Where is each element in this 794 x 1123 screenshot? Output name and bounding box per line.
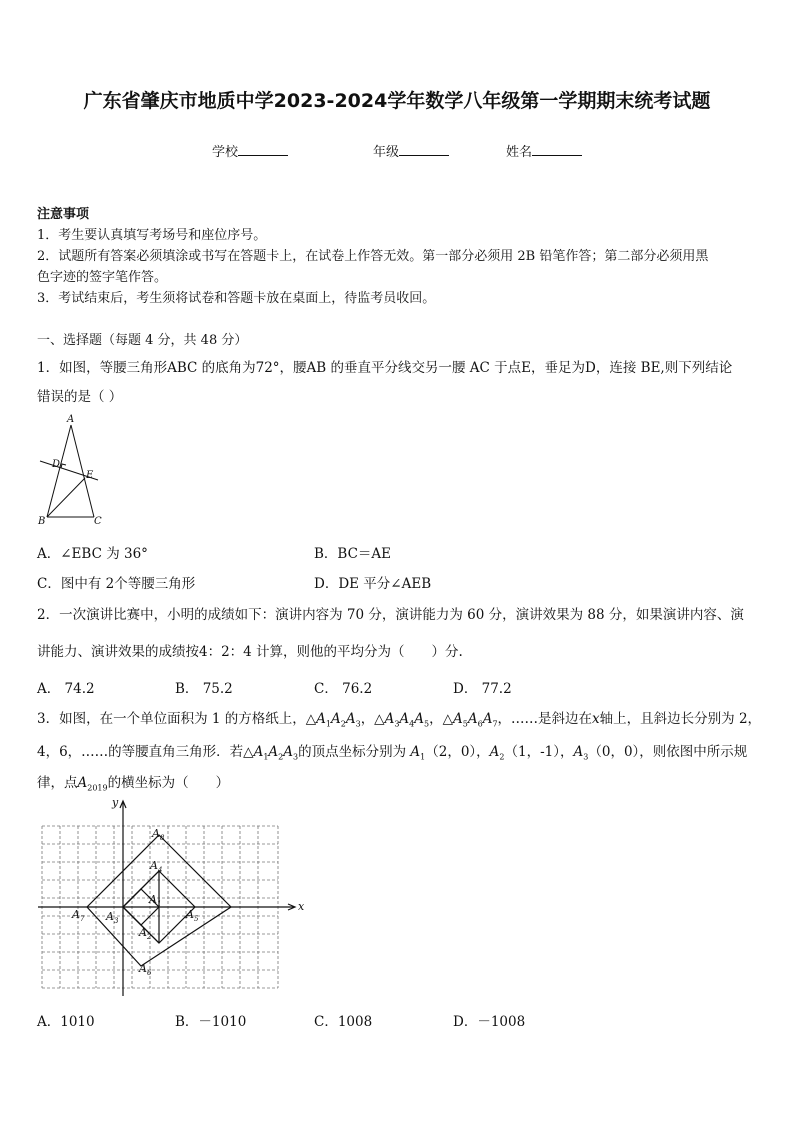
q3-option-d[interactable]: D．－1008: [453, 1014, 526, 1030]
page-title: 广东省肇庆市地质中学2023-2024学年数学八年级第一学期期末统考试题: [83, 90, 711, 112]
segment-be: [47, 478, 85, 517]
q1-option-c[interactable]: C．图中有 2个等腰三角形: [37, 576, 196, 592]
q3-option-b[interactable]: B．－1010: [175, 1014, 247, 1030]
name-label: 姓名: [506, 145, 533, 160]
school-label: 学校: [212, 145, 239, 160]
note-item: 2．试题所有答案必须填涂或书写在答题卡上，在试卷上作答无效。第一部分必须用 2B 铅笔作答；第二部分必须用黑: [37, 249, 709, 264]
label-c: C: [94, 516, 102, 527]
q3-option-a[interactable]: A．1010: [37, 1014, 95, 1030]
note-item: 色字迹的签字笔作答。: [37, 270, 168, 285]
label-b: B: [38, 516, 46, 527]
note-item: 3．考试结束后，考生须将试卷和答题卡放在桌面上，待监考员收回。: [37, 291, 436, 306]
q1-stem: 错误的是（ ）: [37, 389, 123, 405]
label-e: E: [86, 470, 94, 481]
q2-stem: 讲能力、演讲效果的成绩按4：2：4 计算，则他的平均分为（ ）分.: [37, 644, 463, 660]
name-field[interactable]: [506, 141, 582, 160]
x-axis-label: x: [298, 900, 305, 913]
point-label: $A_8$: [152, 827, 165, 842]
point-label: $A_5$: [186, 908, 199, 923]
section-heading: 一、选择题（每题 4 分，共 48 分）: [37, 333, 248, 348]
q1-stem: 1．如图，等腰三角形ABC 的底角为72°，腰AB 的垂直平分线交另一腰 AC 于点E，垂足为D，连接 BE,则下列结论: [37, 360, 733, 376]
q3-stem: 4，6，……的等腰直角三角形．若$\triangle A_1A_2A_3$的顶点坐标分别为 $A_1(2$，0），$A_2(1$，-1），$A_3(0$，0），则依图中所示规: [37, 744, 748, 762]
q2-stem: 2．一次演讲比赛中，小明的成绩如下：演讲内容为 70 分，演讲能力为 60 分，演讲效果为 88 分，如果演讲内容、演: [37, 607, 744, 623]
grade-field[interactable]: [373, 141, 449, 160]
q2-option-d[interactable]: D． 77.2: [453, 681, 512, 697]
point-label: $A_4$: [150, 859, 163, 874]
grade-label: 年级: [373, 145, 400, 160]
q3-figure: [36, 796, 308, 1000]
q2-option-c[interactable]: C． 76.2: [314, 681, 373, 697]
y-axis-label: y: [112, 796, 119, 809]
segment-ab: [47, 425, 71, 517]
point-label: $A_1$: [149, 893, 162, 908]
q1-figure: [34, 412, 114, 530]
point-label: $A_2$: [139, 926, 152, 941]
q3-stem: 律，点$A_{2019}$的横坐标为（ ）: [37, 775, 230, 793]
school-field[interactable]: [212, 141, 288, 160]
right-angle-mark: [61, 464, 66, 468]
notes-heading: 注意事项: [37, 207, 90, 222]
q3-option-c[interactable]: C．1008: [314, 1014, 373, 1030]
label-a: A: [67, 414, 75, 425]
point-label: $A_7$: [72, 908, 85, 923]
q3-stem: 3．如图，在一个单位面积为 1 的方格纸上，$\triangle A_1A_2A_3$，$\triangle A_3A_4A_5$，$\triangle A_5A_6A_7$，……是斜边在x轴上，且斜边长分别为 2，: [37, 711, 762, 729]
q1-option-b[interactable]: B．BC＝AE: [314, 546, 392, 562]
q1-option-d[interactable]: D．DE 平分∠AEB: [314, 576, 432, 592]
q2-option-b[interactable]: B． 75.2: [175, 681, 233, 697]
q2-option-a[interactable]: A． 74.2: [37, 681, 95, 697]
point-label: $A_6$: [139, 962, 152, 977]
note-item: 1．考生要认真填写考场号和座位序号。: [37, 228, 267, 243]
q1-option-a[interactable]: A．∠EBC 为 36°: [37, 546, 148, 562]
point-label: $A_3$: [106, 910, 119, 925]
label-d: D: [52, 459, 61, 470]
